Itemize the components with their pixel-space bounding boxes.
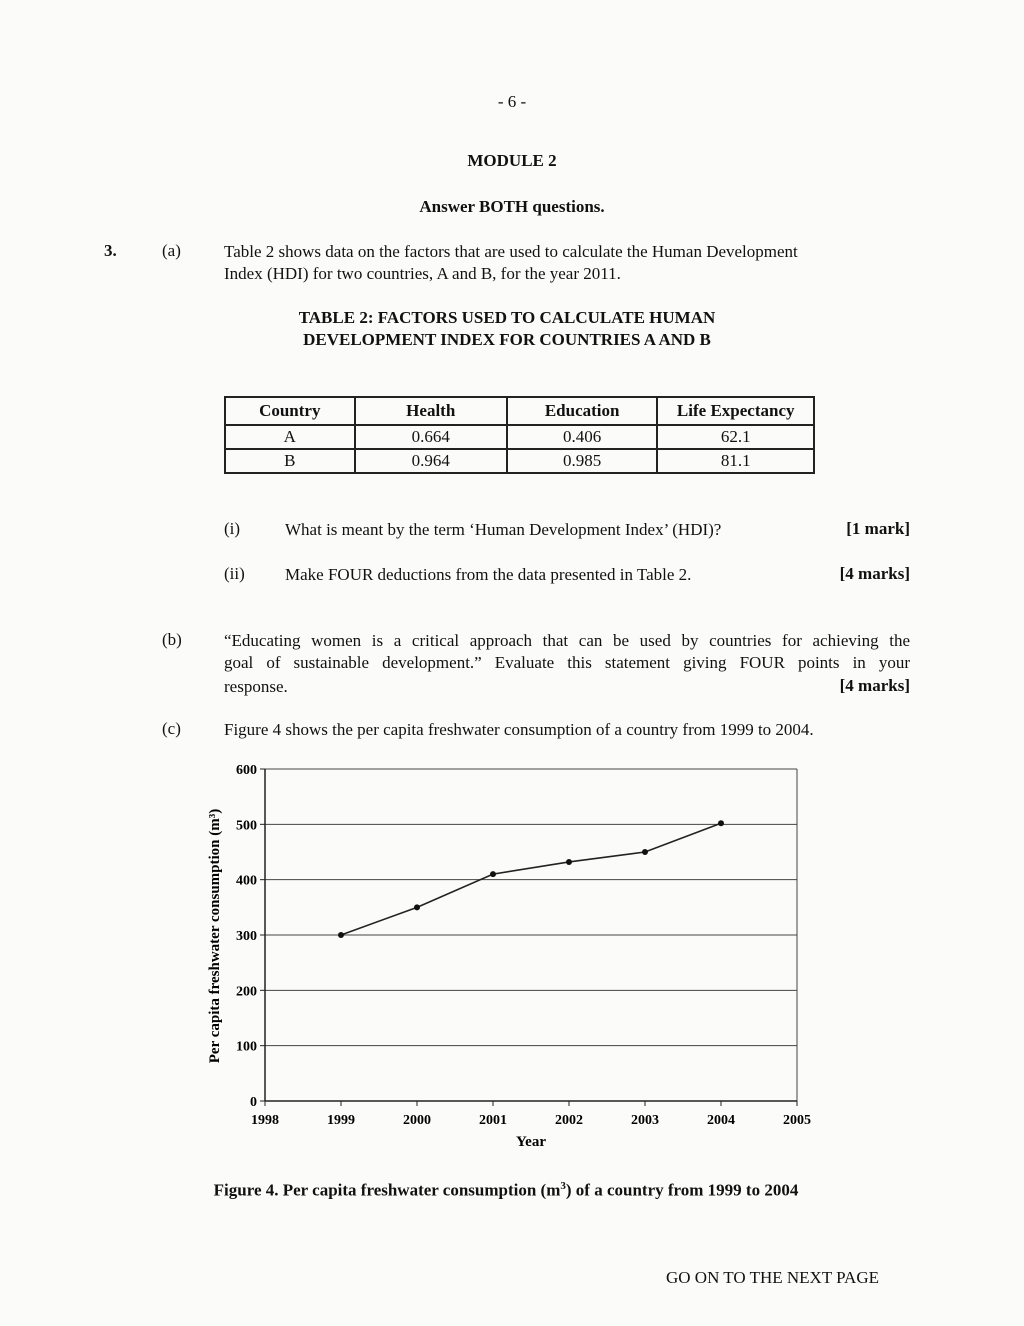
chart-ticks: [236, 763, 811, 1128]
x-tick-label: 2000: [403, 1113, 431, 1128]
part-b-line1: “Educating women is a critical approach that can be used by countries for achieving the: [224, 631, 910, 650]
question-number: 3.: [104, 241, 117, 260]
y-tick-label: 300: [236, 929, 257, 944]
x-tick-label: 2005: [783, 1113, 811, 1128]
y-tick-label: 100: [236, 1039, 257, 1055]
table-cell: 62.1: [657, 425, 814, 449]
y-tick-label: 0: [250, 1095, 257, 1110]
chart-grid: [265, 769, 797, 1046]
x-tick-label: 2002: [555, 1113, 583, 1128]
table-header-cell: Country: [225, 397, 355, 425]
table-cell: 0.964: [355, 449, 507, 473]
table-caption-line1: TABLE 2: FACTORS USED TO CALCULATE HUMAN: [298, 308, 716, 327]
x-tick-label: 1998: [251, 1113, 279, 1128]
y-axis-label: Per capita freshwater consumption (m³): [207, 808, 223, 1064]
table-caption: [0, 307, 1014, 351]
table-header-cell: Education: [507, 397, 658, 425]
x-axis-label: Year: [516, 1134, 546, 1150]
y-tick-label: 500: [236, 818, 257, 834]
x-tick-label: 2004: [707, 1113, 735, 1128]
x-tick-label: 2001: [479, 1113, 507, 1128]
part-c-label: (c): [162, 719, 181, 738]
y-tick-label: 200: [236, 984, 257, 1000]
figure-caption: [0, 1180, 1012, 1201]
table-row: [225, 449, 814, 473]
part-c-text: Figure 4 shows the per capita freshwater consumption of a country from 1999 to 2004.: [224, 720, 814, 739]
data-point: [642, 849, 648, 855]
data-point: [718, 820, 724, 826]
part-b-label: (b): [162, 630, 182, 649]
data-point: [338, 932, 344, 938]
table-row: [225, 425, 814, 449]
sub-i-label: (i): [224, 519, 241, 538]
part-a-intro-line2: Index (HDI) for two countries, A and B, for the year 2011.: [224, 264, 621, 283]
hdi-table: [224, 396, 815, 474]
part-b-line2: goal of sustainable development.” Evaluate this statement giving FOUR points in your: [224, 653, 910, 672]
sub-i-text: What is meant by the term ‘Human Development Index’ (HDI)?: [285, 520, 722, 539]
part-a-label: (a): [162, 241, 181, 260]
part-b-marks: [4 marks]: [839, 676, 910, 695]
y-tick-label: 400: [236, 873, 257, 889]
y-tick-label: 600: [236, 763, 257, 778]
sub-ii-text: Make FOUR deductions from the data presented in Table 2.: [285, 565, 692, 584]
chart-axes: [265, 769, 797, 1101]
table-header-cell: Health: [355, 397, 507, 425]
instruction: Answer BOTH questions.: [419, 197, 605, 216]
figure-caption-suffix: ) of a country from 1999 to 2004: [565, 1180, 799, 1200]
figure-caption-prefix: Figure 4. Per capita freshwater consumption (m: [213, 1180, 561, 1200]
chart-series: [338, 820, 724, 938]
module-title: MODULE 2: [467, 151, 557, 170]
table-cell: 0.664: [355, 425, 507, 449]
footer-text: GO ON TO THE NEXT PAGE: [666, 1268, 879, 1287]
figure-caption-sup: 3: [560, 1180, 566, 1192]
part-b-line3: response.: [224, 677, 288, 696]
page-number: - 6 -: [497, 92, 527, 111]
series-line: [341, 823, 721, 935]
data-point: [566, 859, 572, 865]
data-point: [490, 871, 496, 877]
table-header-cell: Life Expectancy: [657, 397, 814, 425]
x-tick-label: 1999: [327, 1113, 355, 1128]
table-cell: A: [225, 425, 355, 449]
table-cell: B: [225, 449, 355, 473]
sub-i-marks: [1 mark]: [846, 519, 910, 538]
sub-ii-label: (ii): [224, 564, 245, 583]
part-a-intro-line1: Table 2 shows data on the factors that are used to calculate the Human Development: [224, 242, 798, 261]
table-cell: 0.406: [507, 425, 658, 449]
table-caption-line2: DEVELOPMENT INDEX FOR COUNTRIES A AND B: [303, 330, 711, 349]
data-point: [414, 904, 420, 910]
x-tick-label: 2003: [631, 1113, 659, 1128]
table-cell: 0.985: [507, 449, 658, 473]
table-cell: 81.1: [657, 449, 814, 473]
sub-ii-marks: [4 marks]: [839, 564, 910, 583]
table-header-row: [225, 397, 814, 425]
